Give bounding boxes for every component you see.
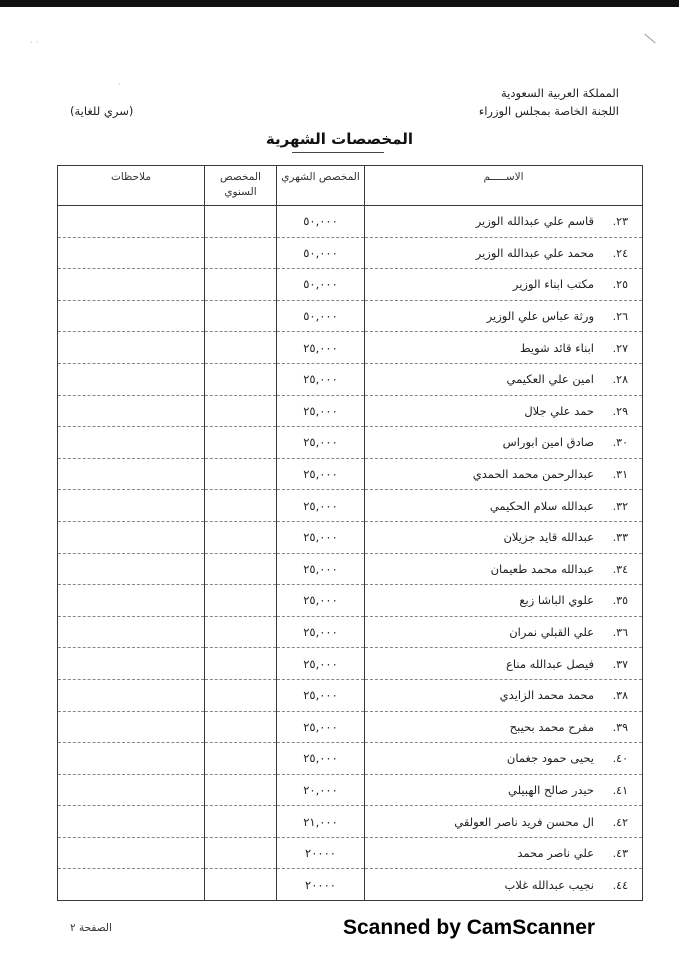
annual-allowance-cell bbox=[205, 395, 277, 427]
notes-cell bbox=[58, 711, 205, 743]
annual-allowance-cell bbox=[205, 363, 277, 395]
notes-cell bbox=[58, 300, 205, 332]
monthly-allowance-cell: ٢٥,٠٠٠ bbox=[277, 743, 365, 775]
person-name: ابناء قائد شويط bbox=[519, 340, 594, 355]
notes-cell bbox=[58, 458, 205, 490]
row-number: ٤٣. bbox=[612, 847, 628, 861]
row-number: ٣٤. bbox=[612, 562, 628, 576]
person-name: ال محسن فريد ناصر العولقي bbox=[454, 814, 594, 829]
person-name: يحيى حمود جغمان bbox=[506, 751, 594, 766]
notes-cell bbox=[58, 616, 205, 648]
annual-allowance-cell bbox=[205, 427, 277, 459]
name-cell bbox=[365, 711, 643, 743]
document-title: المخصصات الشهرية bbox=[265, 130, 414, 148]
scanner-watermark: Scanned by CamScanner bbox=[343, 916, 596, 939]
table-row bbox=[58, 427, 643, 459]
table-row bbox=[58, 648, 643, 680]
row-number: ٤٢. bbox=[612, 815, 628, 829]
person-name: علوي الباشا زبع bbox=[519, 593, 594, 608]
table-row bbox=[58, 585, 643, 617]
table-body bbox=[58, 206, 643, 901]
row-number: ٢٩. bbox=[612, 404, 628, 418]
person-name: مفرح محمد بحيبح bbox=[509, 719, 594, 734]
name-cell bbox=[365, 648, 643, 680]
table-row bbox=[58, 616, 643, 648]
name-cell bbox=[365, 521, 643, 553]
table-header-row bbox=[58, 166, 643, 206]
person-name: عبدالله محمد طعيمان bbox=[490, 561, 594, 576]
table-row bbox=[58, 300, 643, 332]
column-header-name: الاســـــم bbox=[365, 166, 643, 206]
person-name: عبدالرحمن محمد الحمدي bbox=[472, 467, 594, 482]
table-row bbox=[58, 458, 643, 490]
person-name: محمد علي عبدالله الوزير bbox=[475, 245, 594, 260]
row-number: ٣٥. bbox=[612, 594, 628, 608]
person-name: حيدر صالح الهبيلي bbox=[507, 782, 594, 797]
row-number: ٤٤. bbox=[612, 878, 628, 892]
table-row bbox=[58, 521, 643, 553]
row-number: ٢٣. bbox=[612, 215, 628, 229]
name-cell bbox=[365, 837, 643, 869]
annual-allowance-cell bbox=[205, 332, 277, 364]
table-row bbox=[58, 869, 643, 901]
person-name: مكتب ابناء الوزير bbox=[512, 277, 594, 292]
monthly-allowance-cell: ٢٥,٠٠٠ bbox=[277, 490, 365, 522]
table-row bbox=[58, 711, 643, 743]
monthly-allowance-cell: ٥٠,٠٠٠ bbox=[277, 269, 365, 301]
person-name: علي ناصر محمد bbox=[517, 846, 594, 861]
annual-allowance-cell bbox=[205, 648, 277, 680]
row-number: ٣٣. bbox=[612, 531, 628, 545]
person-name: عبدالله سلام الحكيمي bbox=[489, 498, 594, 513]
row-number: ٣٩. bbox=[612, 720, 628, 734]
notes-cell bbox=[58, 743, 205, 775]
table-row bbox=[58, 553, 643, 585]
notes-cell bbox=[58, 774, 205, 806]
annual-allowance-cell bbox=[205, 300, 277, 332]
row-number: ٣٨. bbox=[612, 689, 628, 703]
kingdom-name: المملكة العربية السعودية bbox=[501, 86, 619, 100]
annual-allowance-cell bbox=[205, 837, 277, 869]
name-cell bbox=[365, 743, 643, 775]
table-row bbox=[58, 332, 643, 364]
row-number: ٣١. bbox=[612, 468, 628, 482]
row-number: ٤١. bbox=[612, 783, 628, 797]
annual-allowance-cell bbox=[205, 616, 277, 648]
page-top-border bbox=[0, 0, 679, 7]
monthly-allowance-cell: ٢٠٠٠٠ bbox=[277, 837, 365, 869]
monthly-allowance-cell: ٢٥,٠٠٠ bbox=[277, 585, 365, 617]
annual-allowance-cell bbox=[205, 806, 277, 838]
name-cell bbox=[365, 237, 643, 269]
person-name: علي القبلي نمران bbox=[509, 625, 594, 640]
annual-allowance-cell bbox=[205, 711, 277, 743]
monthly-allowance-cell: ٢٥,٠٠٠ bbox=[277, 553, 365, 585]
person-name: فيصل عبدالله مناع bbox=[506, 656, 594, 671]
annual-allowance-cell bbox=[205, 269, 277, 301]
notes-cell bbox=[58, 490, 205, 522]
notes-cell bbox=[58, 395, 205, 427]
person-name: صادق امين ابوراس bbox=[502, 435, 594, 450]
annual-allowance-cell bbox=[205, 458, 277, 490]
name-cell bbox=[365, 458, 643, 490]
table-row bbox=[58, 363, 643, 395]
table-row bbox=[58, 806, 643, 838]
row-number: ٢٨. bbox=[612, 373, 628, 387]
name-cell bbox=[365, 332, 643, 364]
notes-cell bbox=[58, 237, 205, 269]
monthly-allowance-cell: ٢٥,٠٠٠ bbox=[277, 363, 365, 395]
notes-cell bbox=[58, 869, 205, 901]
monthly-allowance-cell: ٢٠,٠٠٠ bbox=[277, 774, 365, 806]
annual-allowance-cell bbox=[205, 585, 277, 617]
monthly-allowance-cell: ٢٥,٠٠٠ bbox=[277, 427, 365, 459]
notes-cell bbox=[58, 648, 205, 680]
row-number: ٢٥. bbox=[612, 278, 628, 292]
table-row bbox=[58, 679, 643, 711]
monthly-allowance-cell: ٢٥,٠٠٠ bbox=[277, 395, 365, 427]
annual-allowance-cell bbox=[205, 237, 277, 269]
name-cell bbox=[365, 806, 643, 838]
row-number: ٣٦. bbox=[612, 626, 628, 640]
allowances-table bbox=[57, 165, 643, 901]
row-number: ٣٢. bbox=[612, 499, 628, 513]
annual-allowance-cell bbox=[205, 521, 277, 553]
person-name: قاسم علي عبدالله الوزير bbox=[475, 214, 594, 229]
notes-cell bbox=[58, 332, 205, 364]
monthly-allowance-cell: ٢١,٠٠٠ bbox=[277, 806, 365, 838]
table-row bbox=[58, 237, 643, 269]
name-cell bbox=[365, 490, 643, 522]
person-name: نجيب عبدالله غلاب bbox=[504, 877, 594, 892]
title-underline bbox=[292, 152, 384, 153]
annual-allowance-cell bbox=[205, 679, 277, 711]
annual-allowance-cell bbox=[205, 206, 277, 238]
monthly-allowance-cell: ٢٥,٠٠٠ bbox=[277, 616, 365, 648]
row-number: ٢٦. bbox=[612, 310, 628, 324]
person-name: امين علي العكيمي bbox=[506, 372, 594, 387]
name-cell bbox=[365, 427, 643, 459]
monthly-allowance-cell: ٢٥,٠٠٠ bbox=[277, 711, 365, 743]
column-header-annual: المخصص السنوي bbox=[205, 166, 277, 206]
person-name: عبدالله قايد جزيلان bbox=[503, 530, 594, 545]
row-number: ٣٠. bbox=[612, 436, 628, 450]
notes-cell bbox=[58, 269, 205, 301]
annual-allowance-cell bbox=[205, 774, 277, 806]
notes-cell bbox=[58, 679, 205, 711]
name-cell bbox=[365, 774, 643, 806]
monthly-allowance-cell: ٢٥,٠٠٠ bbox=[277, 521, 365, 553]
monthly-allowance-cell: ٢٠٠٠٠ bbox=[277, 869, 365, 901]
classification-label: (سري للغاية) bbox=[70, 104, 134, 118]
table-row bbox=[58, 269, 643, 301]
annual-allowance-cell bbox=[205, 743, 277, 775]
page-number: الصفحة ٢ bbox=[70, 922, 112, 934]
scan-corner-mark bbox=[644, 34, 655, 44]
notes-cell bbox=[58, 427, 205, 459]
monthly-allowance-cell: ٢٥,٠٠٠ bbox=[277, 332, 365, 364]
table-row bbox=[58, 774, 643, 806]
name-cell bbox=[365, 869, 643, 901]
name-cell bbox=[365, 269, 643, 301]
column-header-monthly: المخصص الشهري bbox=[277, 166, 365, 206]
table-row bbox=[58, 837, 643, 869]
row-number: ٢٧. bbox=[612, 341, 628, 355]
notes-cell bbox=[58, 837, 205, 869]
person-name: محمد محمد الزايدي bbox=[499, 688, 594, 703]
name-cell bbox=[365, 585, 643, 617]
table-row bbox=[58, 395, 643, 427]
table-row bbox=[58, 206, 643, 238]
notes-cell bbox=[58, 553, 205, 585]
notes-cell bbox=[58, 585, 205, 617]
table-row bbox=[58, 490, 643, 522]
name-cell bbox=[365, 206, 643, 238]
notes-cell bbox=[58, 521, 205, 553]
notes-cell bbox=[58, 206, 205, 238]
annual-allowance-cell bbox=[205, 553, 277, 585]
notes-cell bbox=[58, 363, 205, 395]
committee-name: اللجنة الخاصة بمجلس الوزراء bbox=[478, 104, 619, 118]
annual-allowance-cell bbox=[205, 490, 277, 522]
table-row bbox=[58, 743, 643, 775]
name-cell bbox=[365, 300, 643, 332]
scan-speck: · bbox=[118, 80, 121, 90]
monthly-allowance-cell: ٢٥,٠٠٠ bbox=[277, 458, 365, 490]
monthly-allowance-cell: ٢٥,٠٠٠ bbox=[277, 679, 365, 711]
name-cell bbox=[365, 363, 643, 395]
notes-cell bbox=[58, 806, 205, 838]
row-number: ٢٤. bbox=[612, 246, 628, 260]
name-cell bbox=[365, 395, 643, 427]
row-number: ٣٧. bbox=[612, 657, 628, 671]
letterhead bbox=[479, 84, 619, 120]
scan-speck: · · bbox=[30, 38, 39, 48]
monthly-allowance-cell: ٥٠,٠٠٠ bbox=[277, 237, 365, 269]
annual-allowance-cell bbox=[205, 869, 277, 901]
monthly-allowance-cell: ٥٠,٠٠٠ bbox=[277, 206, 365, 238]
monthly-allowance-cell: ٥٠,٠٠٠ bbox=[277, 300, 365, 332]
row-number: ٤٠. bbox=[612, 752, 628, 766]
name-cell bbox=[365, 679, 643, 711]
name-cell bbox=[365, 553, 643, 585]
person-name: ورثة عباس علي الوزير bbox=[486, 309, 594, 324]
name-cell bbox=[365, 616, 643, 648]
column-header-notes: ملاحظات bbox=[58, 166, 205, 206]
person-name: حمد علي جلال bbox=[524, 403, 594, 418]
monthly-allowance-cell: ٢٥,٠٠٠ bbox=[277, 648, 365, 680]
